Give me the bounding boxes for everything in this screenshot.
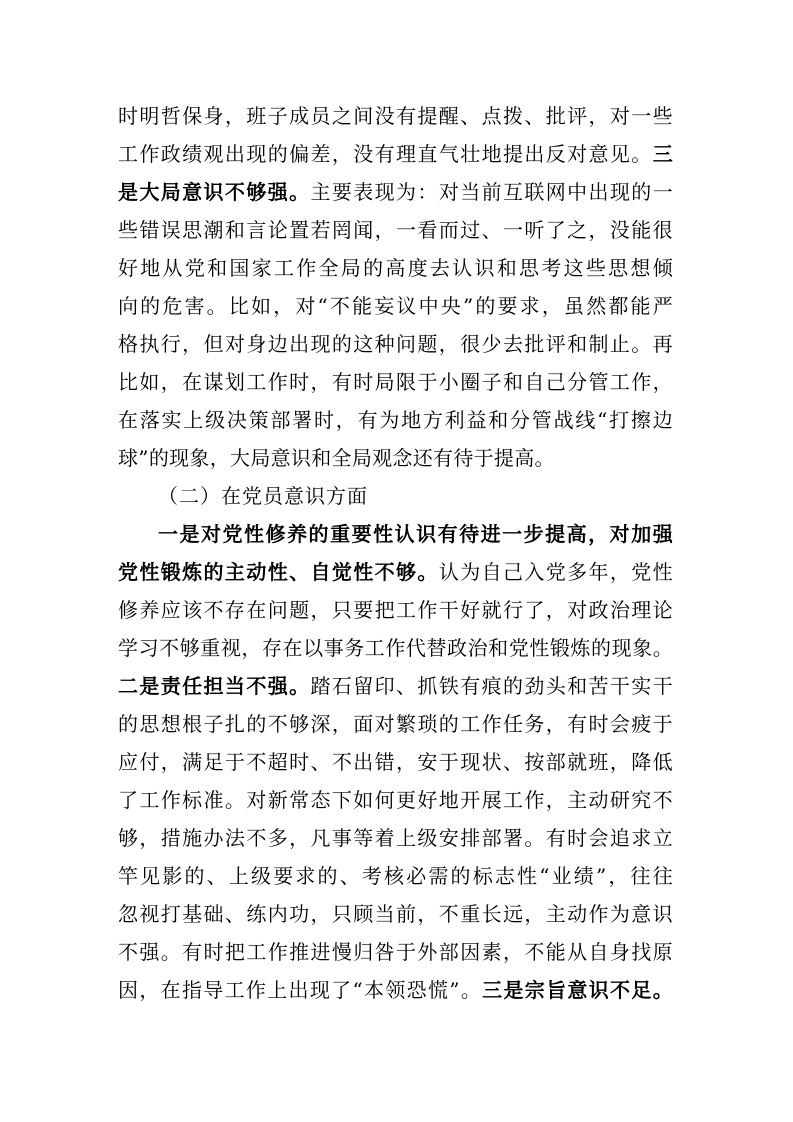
text-run: 认为自己入党多年，党性 [438, 560, 673, 584]
text-line [118, 553, 673, 591]
text-run: 格执行，但对身边出现的这种问题，很少去批评和制止。再 [118, 332, 673, 356]
emphasis-run: 一是对党性修养的重要性认识有待进一步提高，对加强 [158, 522, 673, 546]
text-run: 在落实上级决策部署时，有为地方利益和分管战线“打擦边 [118, 408, 673, 432]
text-line [118, 591, 673, 629]
text-block [118, 97, 673, 1009]
text-line [118, 819, 673, 857]
text-run: 的思想根子扎的不够深，面对繁琐的工作任务，有时会疲于 [118, 712, 673, 736]
emphasis-run: 三是宗旨意识不足。 [482, 978, 673, 1002]
text-line [118, 173, 673, 211]
text-run: 学习不够重视，存在以事务工作代替政治和党性锻炼的现象。 [118, 636, 673, 660]
emphasis-run: 是大局意识不够强。 [118, 180, 311, 204]
text-run: 了工作标准。对新常态下如何更好地开展工作，主动研究不 [118, 788, 673, 812]
text-line [118, 135, 673, 173]
text-line [118, 97, 673, 135]
text-run: 主要表现为：对当前互联网中出现的一 [310, 180, 673, 204]
text-run: 应付，满足于不超时、不出错，安于现状、按部就班，降低 [118, 750, 673, 774]
text-line [118, 895, 673, 933]
text-line [118, 743, 673, 781]
text-run: 向的危害。比如，对“不能妄议中央”的要求，虽然都能严 [118, 294, 673, 318]
text-run: 工作政绩观出现的偏差，没有理直气壮地提出反对意见。 [118, 142, 653, 166]
emphasis-run: 三 [652, 142, 673, 166]
text-run: 修养应该不存在问题，只要把工作干好就行了，对政治理论 [118, 598, 673, 622]
section-heading-text: （二）在党员意识方面 [158, 484, 368, 508]
emphasis-run: 党性锻炼的主动性、自觉性不够。 [118, 560, 439, 584]
text-line [118, 933, 673, 971]
text-run: 时明哲保身，班子成员之间没有提醒、点拨、批评，对一些 [118, 104, 673, 128]
text-line [118, 401, 673, 439]
text-run: 踏石留印、抓铁有痕的劲头和苦干实干 [310, 674, 673, 698]
text-line [118, 363, 673, 401]
text-run: 些错误思潮和言论置若罔闻，一看而过、一听了之，没能很 [118, 218, 673, 242]
text-line [118, 439, 673, 477]
text-line [118, 287, 673, 325]
text-run: 竿见影的、上级要求的、考核必需的标志性“业绩”，往往 [118, 864, 673, 888]
text-line [118, 515, 673, 553]
text-run: 好地从党和国家工作全局的高度去认识和思考这些思想倾 [118, 256, 673, 280]
text-line [118, 211, 673, 249]
text-line [118, 629, 673, 667]
text-line [118, 667, 673, 705]
section-heading-line [118, 477, 673, 515]
emphasis-run: 二是责任担当不强。 [118, 674, 311, 698]
text-run: 不强。有时把工作推进慢归咎于外部因素，不能从自身找原 [118, 940, 673, 964]
text-run: 够，措施办法不多，凡事等着上级安排部署。有时会追求立 [118, 826, 673, 850]
text-run: 球”的现象，大局意识和全局观念还有待于提高。 [118, 446, 555, 470]
text-line [118, 249, 673, 287]
text-line [118, 705, 673, 743]
text-line [118, 857, 673, 895]
text-run: 忽视打基础、练内功，只顾当前，不重长远，主动作为意识 [118, 902, 673, 926]
text-line [118, 781, 673, 819]
text-run: 比如，在谋划工作时，有时局限于小圈子和自己分管工作， [118, 370, 673, 394]
text-line [118, 325, 673, 363]
text-run: 因，在指导工作上出现了“本领恐慌”。 [118, 978, 483, 1002]
text-line [118, 971, 673, 1009]
